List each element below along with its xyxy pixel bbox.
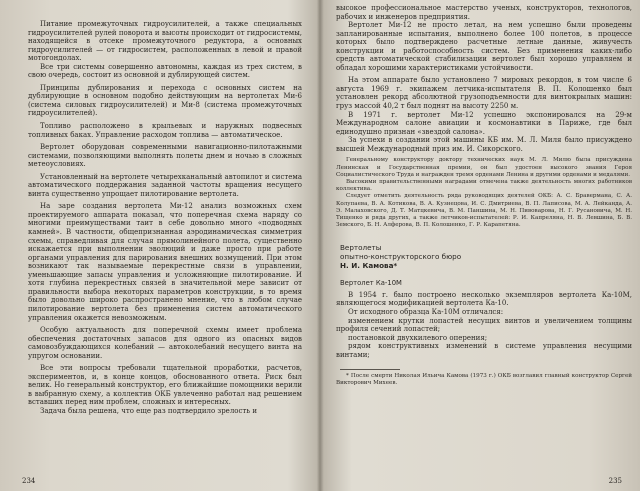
paragraph: Вертолет Ми-12 не просто летал, на нем успешно были проведены запланированные испытания, выполнено более 100 полетов, в процессе которых было подтверждено расчетные летные данные, живучесть конструкции и работоспособность систем. Без применения каких-либо средств автоматической стабилизации вертолет был хорошо управляем и обладал хорошими характеристиками устойчивости. xyxy=(336,21,632,72)
paragraph: В 1971 г. вертолет Ми-12 успешно экспонировался на 29-м Международном салоне авиации и космонавтики в Париже, где был единодушно признан «звездой салона». xyxy=(336,110,632,136)
paragraph: Топливо расположено в крыльевых и наружных подвесных топливных баках. Управление расходом топлива — автоматическое. xyxy=(28,122,302,139)
paragraph: Все три системы совершенно автономны, каждая из трех систем, в свою очередь, состоит из основной и дублирующей систем. xyxy=(28,62,302,80)
page-number: 234 xyxy=(22,477,36,485)
footnote xyxy=(336,373,632,387)
small-print-block xyxy=(336,157,632,229)
paragraph: Питание промежуточных гидроусилителей, а также специальных гидроусилителей рулей поворота и высоты происходит от гидросистемы, находящейся в отсеке промежуточного редуктора, а основных гидроусилителей — от гидросистем, расположенных в левой и правой мотогондолах. xyxy=(28,20,302,63)
paragraph: Принципы дублирования и перехода с основных систем на дублирующие в основном подобно действующим на вертолетах Ми-6 (система силовых гидроусилителей) и Ми-8 (система промежуточных гидроусилителей). xyxy=(28,83,302,118)
section-heading-line: Н. И. Камова* xyxy=(340,261,398,271)
footnote-text: * После смерти Николая Ильича Камова (1973 г.) ОКБ возглавил главный конструктор Сергей Викторович Михеев. xyxy=(336,373,632,387)
paragraph: На этом аппарате было установлено 7 мировых рекордов, в том числе 6 августа 1969 г. экипажем летчика-испытателя В. П. Колошенко был установлен рекорд абсолютной грузоподъемности для винтокрылых машин: груз массой 40,2 т был поднят на высоту 2250 м. xyxy=(336,76,632,111)
paragraph: Установленный на вертолете четырехканальный автопилот и система автоматического поддержания заданной частоты вращения несущего винта существенно упрощает пилотирование вертолета. xyxy=(28,172,302,198)
paragraph: Задача была решена, что еще раз подтвердило зрелость и xyxy=(40,406,257,415)
paragraph: Особую актуальность для поперечной схемы имеет проблема обеспечения достаточных запасов для одного из опасных видов самовозбуждающихся колебаний — автоколебаний несущего винта на упругом основании. xyxy=(28,326,302,360)
small-paragraph: Высокими правительственными наградами отмечена также деятельность многих работников коллектива. xyxy=(336,178,632,193)
footnote-divider xyxy=(340,369,400,370)
paragraph: От исходного образца Ка-10М отличался: xyxy=(348,307,504,316)
section-heading xyxy=(340,243,632,270)
paragraph: В 1954 г. было построено несколько экземпляров вертолета Ка-10М, являющегося модификацией вертолета Ка-10. xyxy=(336,290,632,308)
right-text-column xyxy=(336,4,632,474)
paragraph: высокое профессиональное мастерство ученых, конструкторов, технологов, рабочих и инженеров предприятия. xyxy=(336,4,632,21)
feature-list xyxy=(336,317,632,360)
paragraph: На заре создания вертолета Ми-12 анализ возможных схем проектируемого аппарата показал, что поперечная схема наряду со многими преимуществами таит в себе довольно много «подводных камней». В частности, общепризнанная аэродинамическая симметрия схемы, справедливая для случая прямолинейного полета, существенно искажается при выполнении эволюций и даже просто при работе органами управления для парирования внешних возмущений. При этом возникают так называемые перекрестные связи в управлении, уменьшающие запасы управления и усложняющие пилотирование. И хотя глубина перекрестных связей в значительной мере зависит от правильности выбора некоторых параметров конструкции, в то время было довольно широко распространено мнение, что в любом случае пилотирование вертолета без применения систем автоматического управления окажется невозможным. xyxy=(28,202,302,322)
subsection-title: Вертолет Ка-10М xyxy=(340,279,402,288)
small-paragraph: Следует отметить деятельность ряда руководящих деятелей ОКБ: А. С. Браверманa, С. А. Колупаева, В. А. Котикова, В. А. Кузнецова, И. С. Дмитриева, В. П. Лаписова, М. А. Лейканда, А. Э. Малаховского, Д. Т. Матцкевича, В. М. Паншина, М. Н. Пивоварова, Н. Г. Русановича, М. Н. Тищенко и ряда других, а также летчиков-испытателей: Р. И. Капрелянa, Н. В. Левшина, Б. В. Земского, Б. Н. Алферова, В. П. Колошенко, Г. Р. Карапетяна. xyxy=(336,193,632,229)
paragraph: Вертолет оборудован современными навигационно-пилотажными системами, позволяющими выполнять полеты днем и ночью в сложных метеоусловиях. xyxy=(28,143,302,169)
list-item: постановкой двухкилевого оперения; xyxy=(348,333,488,342)
small-paragraph: Генеральному конструктору доктору технических наук М. Л. Милю была присуждена Ленинская и Государственная премии, он был удостоен высокого звания Героя Социалистического Труда и награжден тремя орденами Ленина и другими орденами и медалями. xyxy=(336,157,632,178)
right-page xyxy=(320,0,640,491)
page-number: 235 xyxy=(608,477,622,485)
paragraph: Все эти вопросы требовали тщательной проработки, расчетов, экспериментов, и, в конце концов, обоснованного ответа. Риск был велик. Но генеральный конструктор, его ближайшие помощники верили в выбранную схему, а коллектив ОКБ увлеченно работал над решением вставших перед ним проблем, сложных и интересных. xyxy=(28,364,302,407)
paragraph: За успехи в создании этой машины КБ им. М. Л. Миля было присуждено высшей Международный приз им. И. Сикорского. xyxy=(336,136,632,153)
section-heading-line: опытно-конструкторского бюро xyxy=(340,252,462,262)
left-text-column xyxy=(28,20,302,474)
list-item: изменением крутки лопастей несущих винтов и увеличением толщины профиля сечений лопастей; xyxy=(336,316,632,334)
list-item: рядом конструктивных изменений в системе управления несущими винтами; xyxy=(336,342,632,359)
section-heading-line: Вертолеты xyxy=(340,243,382,253)
